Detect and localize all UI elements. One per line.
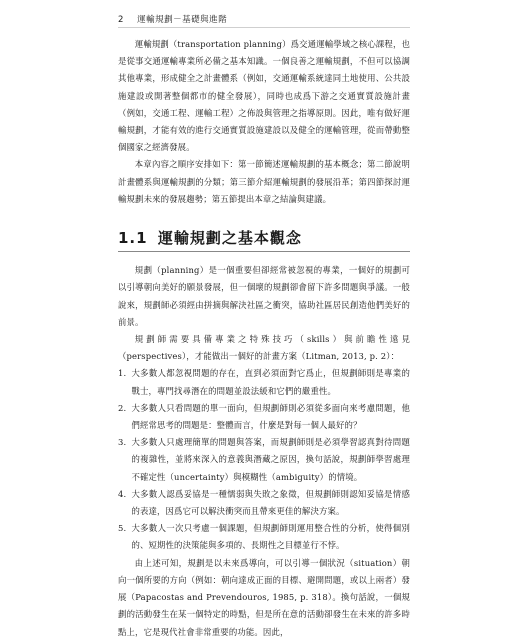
running-head-title: 運輸規劃－基礎與進階 <box>137 15 228 25</box>
list-number: 2. <box>118 402 127 413</box>
body-paragraph: 規劃（planning）是一個重要但卻經常被忽視的專業，一個好的規劃可以引導朝向美好的願景發展，但一個壞的規劃卻會留下許多問題與爭議。一般說來，規劃師必須經由拼摘與解決社區之衝突，協助社區居民創造他們美好的前景。 <box>118 265 410 327</box>
list-item <box>118 486 410 520</box>
list-item-text: 大多數人認爲妥協是一種懦弱與失敗之象徵，但規劃師則認知妥協是情感的表達，因爲它可以解決衝突而且帶來更佳的解決方案。 <box>131 488 410 517</box>
section-number: 1.1 <box>118 229 148 248</box>
closing-paragraph: 由上述可知，規劃是以未來爲導向，可以引導一個狀況（situation）朝向一個所要的方向（例如：朝向達成正面的目標、避開問題，或以上兩者）發展（Papacostas and Prevendouros, 1985, p. 318）。換句話說，一個規劃的活動發生在某一個特定的時點，但是所在意的活動卻發生在未來的許多時點上，它是現代社會非常重要的功能。因此， <box>118 557 410 637</box>
chapter-outline-paragraph: 本章內容之順序安排如下：第一節簡述運輸規劃的基本概念；第二節說明計畫體系與運輸規劃的分類；第三節介紹運輸規劃的發展沿革；第四節探討運輸規劃未來的發展趨勢；第五節提出本章之結論與建議。 <box>118 159 410 204</box>
list-number: 3. <box>118 437 127 448</box>
list-item <box>118 434 410 486</box>
list-item-text: 大多數人都忽視問題的存在，直到必須面對它爲止，但規劃師則是專業的戰士，專門找尋潛在的問題並設法緩和它們的嚴重性。 <box>131 368 410 396</box>
list-number: 5. <box>118 523 127 534</box>
list-item-text: 大多數人一次只考慮一個課題，但規劃師則運用整合性的分析，使得個別的、短期性的決策能與多項的、長期性之目標並行不悖。 <box>131 523 410 551</box>
intro-paragraph: 運輸規劃（transportation planning）爲交通運輸學域之核心課程，也是從事交通運輸專業所必備之基本知識。一個良善之運輸規劃，不但可以協調其他專業，形成健全之計畫體系（例如，交通運輸系統達同土地使用、公共設施建設或開著整個都市的健全發展），同時也成爲下游之交通實質設施計畫（例如，交通工程、運輸工程）之佈設與管理之指導原則。因此，唯有做好運輸規劃，才能有效的進行交通實質設施建設以及健全的運輸管理，從而帶動整個國家之經濟發展。 <box>118 39 410 153</box>
page-number: 2 <box>118 15 124 25</box>
running-head <box>118 13 410 28</box>
numbered-list <box>118 365 410 554</box>
list-number: 1. <box>118 368 127 379</box>
list-item <box>118 365 410 399</box>
list-item-text: 大多數人只看問題的單一面向，但規劃師則必須從多面向來考慮問題，他們經常思考的問題是：整體而言，什麼是對每一個人最好的？ <box>131 402 410 431</box>
list-item <box>118 520 410 554</box>
page-body <box>118 36 410 641</box>
section-heading <box>118 230 410 252</box>
section-title: 運輸規劃之基本觀念 <box>157 229 302 248</box>
list-item <box>118 400 410 434</box>
body-paragraph: 規劃師需要具備專業之特殊技巧（skills）與前瞻性遠見（perspectives），才能做出一個好的計畫方案（Litman, 2013, p. 2）： <box>118 334 410 362</box>
list-item-text: 大多數人只處理簡單的問題與答案，而規劃師則是必須學習認真對待問題的複雜性，並將來深入的意義與潛藏之原因，換句話說，規劃師學習處理不確定性（uncertainty）與模糊性（ambiguity）的情境。 <box>131 437 410 482</box>
list-number: 4. <box>118 488 127 499</box>
